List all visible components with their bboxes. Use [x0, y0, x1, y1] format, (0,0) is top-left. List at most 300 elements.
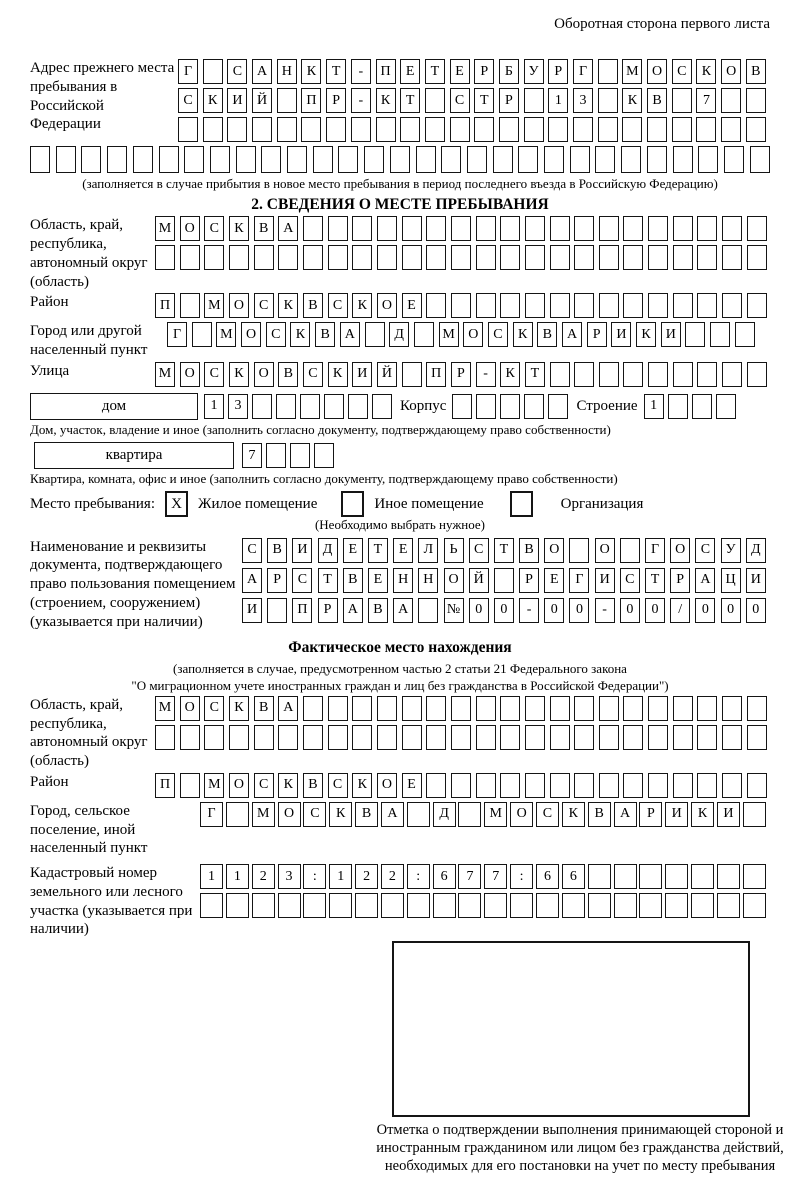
char-cell[interactable] [672, 88, 692, 113]
char-cell[interactable]: К [278, 293, 298, 318]
char-cell[interactable]: П [155, 293, 175, 318]
char-cell[interactable] [433, 893, 456, 918]
char-cell[interactable] [574, 725, 594, 750]
char-cell[interactable]: - [351, 88, 371, 113]
char-cell[interactable] [716, 394, 736, 419]
char-cell[interactable] [548, 394, 568, 419]
char-cell[interactable]: Т [494, 538, 514, 563]
char-cell[interactable]: Н [277, 59, 297, 84]
char-cell[interactable]: 0 [721, 598, 741, 623]
char-cell[interactable] [696, 117, 716, 142]
char-cell[interactable]: В [278, 362, 298, 387]
char-cell[interactable] [665, 864, 688, 889]
char-cell[interactable] [570, 146, 590, 173]
region-row-2[interactable] [155, 245, 767, 270]
char-cell[interactable] [451, 696, 471, 721]
char-cell[interactable] [614, 893, 637, 918]
char-cell[interactable] [599, 245, 619, 270]
char-cell[interactable]: В [315, 322, 335, 347]
char-cell[interactable]: К [622, 88, 642, 113]
char-cell[interactable]: Е [450, 59, 470, 84]
char-cell[interactable]: С [536, 802, 559, 827]
char-cell[interactable]: : [510, 864, 533, 889]
char-cell[interactable] [277, 88, 297, 113]
char-cell[interactable] [474, 117, 494, 142]
char-cell[interactable]: Е [402, 773, 422, 798]
char-cell[interactable]: Г [645, 538, 665, 563]
char-cell[interactable]: В [303, 773, 323, 798]
char-cell[interactable]: 2 [252, 864, 275, 889]
char-cell[interactable] [691, 893, 714, 918]
char-cell[interactable] [525, 293, 545, 318]
char-cell[interactable] [747, 216, 767, 241]
char-cell[interactable]: С [303, 362, 323, 387]
char-cell[interactable] [266, 443, 286, 468]
char-cell[interactable]: 1 [548, 88, 568, 113]
char-cell[interactable] [574, 696, 594, 721]
char-cell[interactable] [721, 117, 741, 142]
char-cell[interactable] [377, 245, 397, 270]
char-cell[interactable]: О [180, 362, 200, 387]
char-cell[interactable]: Т [525, 362, 545, 387]
char-cell[interactable] [180, 773, 200, 798]
char-cell[interactable] [226, 802, 249, 827]
char-cell[interactable]: А [393, 598, 413, 623]
char-cell[interactable] [574, 293, 594, 318]
char-cell[interactable]: О [544, 538, 564, 563]
char-cell[interactable] [301, 117, 321, 142]
char-cell[interactable] [300, 394, 320, 419]
char-cell[interactable] [724, 146, 744, 173]
char-cell[interactable]: - [595, 598, 615, 623]
char-cell[interactable]: Д [318, 538, 338, 563]
char-cell[interactable] [180, 245, 200, 270]
char-cell[interactable] [303, 696, 323, 721]
char-cell[interactable] [717, 893, 740, 918]
char-cell[interactable] [184, 146, 204, 173]
char-cell[interactable] [155, 725, 175, 750]
char-cell[interactable]: А [278, 216, 298, 241]
char-cell[interactable] [414, 322, 434, 347]
char-cell[interactable]: 3 [573, 88, 593, 113]
char-cell[interactable]: Е [544, 568, 564, 593]
char-cell[interactable] [698, 146, 718, 173]
char-cell[interactable] [451, 725, 471, 750]
char-cell[interactable] [476, 245, 496, 270]
char-cell[interactable] [452, 394, 472, 419]
char-cell[interactable] [665, 893, 688, 918]
char-cell[interactable] [402, 216, 422, 241]
char-cell[interactable] [500, 216, 520, 241]
char-cell[interactable] [614, 864, 637, 889]
char-cell[interactable] [458, 802, 481, 827]
char-cell[interactable] [622, 117, 642, 142]
char-cell[interactable] [328, 696, 348, 721]
char-cell[interactable] [418, 598, 438, 623]
char-cell[interactable]: : [407, 864, 430, 889]
char-cell[interactable] [548, 117, 568, 142]
char-cell[interactable] [426, 725, 446, 750]
char-cell[interactable] [390, 146, 410, 173]
char-cell[interactable]: И [292, 538, 312, 563]
char-cell[interactable]: 2 [355, 864, 378, 889]
char-cell[interactable]: Е [368, 568, 388, 593]
char-cell[interactable] [402, 362, 422, 387]
char-cell[interactable] [355, 893, 378, 918]
actual-city-row[interactable] [200, 802, 766, 827]
char-cell[interactable] [210, 146, 230, 173]
char-cell[interactable] [746, 117, 766, 142]
char-cell[interactable] [348, 394, 368, 419]
char-cell[interactable] [226, 893, 249, 918]
char-cell[interactable] [326, 117, 346, 142]
char-cell[interactable]: - [351, 59, 371, 84]
char-cell[interactable]: Й [252, 88, 272, 113]
char-cell[interactable]: Е [400, 59, 420, 84]
char-cell[interactable] [451, 216, 471, 241]
char-cell[interactable] [500, 293, 520, 318]
district-row[interactable] [155, 293, 767, 318]
char-cell[interactable]: Р [499, 88, 519, 113]
char-cell[interactable] [750, 146, 770, 173]
char-cell[interactable]: - [519, 598, 539, 623]
char-cell[interactable] [276, 394, 296, 419]
char-cell[interactable]: Ц [721, 568, 741, 593]
char-cell[interactable] [722, 293, 742, 318]
char-cell[interactable]: Л [418, 538, 438, 563]
korpus-cells[interactable] [452, 394, 568, 419]
char-cell[interactable]: И [611, 322, 631, 347]
char-cell[interactable]: О [229, 293, 249, 318]
char-cell[interactable]: И [242, 598, 262, 623]
char-cell[interactable] [510, 893, 533, 918]
char-cell[interactable]: О [180, 216, 200, 241]
char-cell[interactable]: К [696, 59, 716, 84]
char-cell[interactable] [352, 245, 372, 270]
actual-district-row[interactable] [155, 773, 767, 798]
char-cell[interactable]: 0 [695, 598, 715, 623]
char-cell[interactable]: С [328, 773, 348, 798]
char-cell[interactable] [407, 893, 430, 918]
char-cell[interactable] [673, 146, 693, 173]
char-cell[interactable]: К [691, 802, 714, 827]
char-cell[interactable] [672, 117, 692, 142]
char-cell[interactable] [550, 725, 570, 750]
char-cell[interactable]: А [562, 322, 582, 347]
char-cell[interactable]: И [595, 568, 615, 593]
char-cell[interactable] [351, 117, 371, 142]
char-cell[interactable] [588, 893, 611, 918]
char-cell[interactable] [525, 725, 545, 750]
char-cell[interactable] [710, 322, 730, 347]
char-cell[interactable] [598, 59, 618, 84]
char-cell[interactable]: В [537, 322, 557, 347]
char-cell[interactable]: С [450, 88, 470, 113]
char-cell[interactable]: А [381, 802, 404, 827]
char-cell[interactable] [525, 245, 545, 270]
char-cell[interactable]: В [588, 802, 611, 827]
char-cell[interactable] [747, 245, 767, 270]
char-cell[interactable] [329, 893, 352, 918]
char-cell[interactable] [673, 773, 693, 798]
char-cell[interactable]: 1 [329, 864, 352, 889]
char-cell[interactable]: М [252, 802, 275, 827]
char-cell[interactable]: О [377, 293, 397, 318]
char-cell[interactable]: С [178, 88, 198, 113]
char-cell[interactable] [722, 725, 742, 750]
char-cell[interactable]: О [595, 538, 615, 563]
char-cell[interactable]: Р [639, 802, 662, 827]
char-cell[interactable] [400, 117, 420, 142]
char-cell[interactable] [458, 893, 481, 918]
char-cell[interactable] [574, 773, 594, 798]
char-cell[interactable]: К [352, 293, 372, 318]
char-cell[interactable] [252, 117, 272, 142]
char-cell[interactable] [203, 59, 223, 84]
char-cell[interactable]: Е [402, 293, 422, 318]
char-cell[interactable]: Й [377, 362, 397, 387]
char-cell[interactable]: О [180, 696, 200, 721]
char-cell[interactable] [599, 773, 619, 798]
char-cell[interactable] [30, 146, 50, 173]
char-cell[interactable]: / [670, 598, 690, 623]
char-cell[interactable]: У [721, 538, 741, 563]
char-cell[interactable] [476, 725, 496, 750]
char-cell[interactable]: К [562, 802, 585, 827]
char-cell[interactable]: 1 [204, 394, 224, 419]
char-cell[interactable] [697, 725, 717, 750]
char-cell[interactable]: Д [389, 322, 409, 347]
char-cell[interactable] [722, 696, 742, 721]
char-cell[interactable] [450, 117, 470, 142]
char-cell[interactable] [441, 146, 461, 173]
char-cell[interactable]: О [377, 773, 397, 798]
char-cell[interactable] [328, 216, 348, 241]
char-cell[interactable] [747, 362, 767, 387]
char-cell[interactable] [598, 117, 618, 142]
char-cell[interactable]: А [343, 598, 363, 623]
char-cell[interactable]: Е [393, 538, 413, 563]
char-cell[interactable]: Д [433, 802, 456, 827]
region-row-1[interactable] [155, 216, 767, 241]
char-cell[interactable] [673, 362, 693, 387]
apartment-cells[interactable] [242, 443, 334, 468]
char-cell[interactable]: Т [425, 59, 445, 84]
char-cell[interactable] [377, 725, 397, 750]
char-cell[interactable] [574, 245, 594, 270]
char-cell[interactable] [425, 117, 445, 142]
char-cell[interactable]: 1 [644, 394, 664, 419]
char-cell[interactable]: К [500, 362, 520, 387]
char-cell[interactable]: М [155, 216, 175, 241]
char-cell[interactable] [200, 893, 223, 918]
char-cell[interactable] [524, 88, 544, 113]
char-cell[interactable]: 3 [228, 394, 248, 419]
char-cell[interactable]: К [229, 216, 249, 241]
char-cell[interactable] [372, 394, 392, 419]
char-cell[interactable] [562, 893, 585, 918]
char-cell[interactable] [484, 893, 507, 918]
char-cell[interactable] [324, 394, 344, 419]
char-cell[interactable]: В [343, 568, 363, 593]
char-cell[interactable] [426, 696, 446, 721]
char-cell[interactable]: О [670, 538, 690, 563]
char-cell[interactable]: П [376, 59, 396, 84]
char-cell[interactable] [203, 117, 223, 142]
char-cell[interactable] [500, 773, 520, 798]
char-cell[interactable] [328, 725, 348, 750]
prev-address-row-1[interactable] [178, 59, 766, 84]
char-cell[interactable]: Г [573, 59, 593, 84]
char-cell[interactable] [313, 146, 333, 173]
char-cell[interactable] [673, 725, 693, 750]
char-cell[interactable] [697, 696, 717, 721]
char-cell[interactable] [525, 773, 545, 798]
char-cell[interactable] [178, 117, 198, 142]
char-cell[interactable]: О [241, 322, 261, 347]
char-cell[interactable] [743, 864, 766, 889]
char-cell[interactable] [623, 293, 643, 318]
char-cell[interactable] [648, 773, 668, 798]
char-cell[interactable] [569, 538, 589, 563]
char-cell[interactable] [717, 864, 740, 889]
char-cell[interactable] [451, 773, 471, 798]
char-cell[interactable] [425, 88, 445, 113]
char-cell[interactable]: С [292, 568, 312, 593]
char-cell[interactable]: 0 [746, 598, 766, 623]
char-cell[interactable] [407, 802, 430, 827]
char-cell[interactable] [598, 88, 618, 113]
char-cell[interactable]: И [352, 362, 372, 387]
char-cell[interactable]: К [352, 773, 372, 798]
char-cell[interactable]: П [426, 362, 446, 387]
char-cell[interactable]: 7 [696, 88, 716, 113]
char-cell[interactable]: Г [569, 568, 589, 593]
char-cell[interactable] [550, 773, 570, 798]
char-cell[interactable]: И [746, 568, 766, 593]
char-cell[interactable]: О [721, 59, 741, 84]
cadastral-row-1[interactable] [200, 864, 766, 889]
char-cell[interactable] [303, 245, 323, 270]
char-cell[interactable] [722, 773, 742, 798]
char-cell[interactable] [525, 216, 545, 241]
char-cell[interactable] [493, 146, 513, 173]
char-cell[interactable]: 1 [226, 864, 249, 889]
char-cell[interactable]: К [376, 88, 396, 113]
stay-type-checkbox-other[interactable] [341, 491, 364, 517]
char-cell[interactable] [697, 293, 717, 318]
char-cell[interactable]: Р [670, 568, 690, 593]
char-cell[interactable] [364, 146, 384, 173]
house-number-cells[interactable] [204, 394, 392, 419]
char-cell[interactable]: С [620, 568, 640, 593]
char-cell[interactable] [573, 117, 593, 142]
char-cell[interactable] [204, 725, 224, 750]
char-cell[interactable]: - [476, 362, 496, 387]
char-cell[interactable]: К [301, 59, 321, 84]
char-cell[interactable] [647, 117, 667, 142]
char-cell[interactable]: 0 [645, 598, 665, 623]
char-cell[interactable] [314, 443, 334, 468]
char-cell[interactable]: 6 [433, 864, 456, 889]
char-cell[interactable]: 2 [381, 864, 404, 889]
char-cell[interactable]: 6 [536, 864, 559, 889]
char-cell[interactable] [668, 394, 688, 419]
char-cell[interactable]: А [252, 59, 272, 84]
char-cell[interactable] [278, 725, 298, 750]
char-cell[interactable]: К [328, 362, 348, 387]
char-cell[interactable]: К [278, 773, 298, 798]
char-cell[interactable] [648, 216, 668, 241]
char-cell[interactable] [550, 362, 570, 387]
char-cell[interactable] [691, 864, 714, 889]
char-cell[interactable] [352, 216, 372, 241]
char-cell[interactable] [277, 117, 297, 142]
char-cell[interactable] [180, 725, 200, 750]
char-cell[interactable] [524, 117, 544, 142]
char-cell[interactable] [426, 293, 446, 318]
document-row-1[interactable] [242, 538, 766, 563]
char-cell[interactable] [673, 696, 693, 721]
char-cell[interactable]: Д [746, 538, 766, 563]
char-cell[interactable] [544, 146, 564, 173]
char-cell[interactable] [81, 146, 101, 173]
char-cell[interactable] [620, 538, 640, 563]
char-cell[interactable]: И [717, 802, 740, 827]
char-cell[interactable]: И [661, 322, 681, 347]
char-cell[interactable]: В [254, 216, 274, 241]
char-cell[interactable] [550, 696, 570, 721]
char-cell[interactable] [574, 362, 594, 387]
char-cell[interactable] [476, 216, 496, 241]
char-cell[interactable]: Т [326, 59, 346, 84]
char-cell[interactable] [476, 394, 496, 419]
char-cell[interactable] [721, 88, 741, 113]
char-cell[interactable]: М [484, 802, 507, 827]
char-cell[interactable] [352, 725, 372, 750]
char-cell[interactable]: М [216, 322, 236, 347]
char-cell[interactable] [648, 696, 668, 721]
char-cell[interactable] [525, 696, 545, 721]
char-cell[interactable] [685, 322, 705, 347]
stay-type-checkbox-residential[interactable]: X [165, 491, 188, 517]
char-cell[interactable]: Р [587, 322, 607, 347]
char-cell[interactable] [402, 725, 422, 750]
char-cell[interactable]: Р [519, 568, 539, 593]
char-cell[interactable] [252, 893, 275, 918]
char-cell[interactable] [56, 146, 76, 173]
char-cell[interactable] [133, 146, 153, 173]
char-cell[interactable] [416, 146, 436, 173]
char-cell[interactable]: С [254, 773, 274, 798]
char-cell[interactable]: Р [318, 598, 338, 623]
char-cell[interactable] [746, 88, 766, 113]
prev-address-row-3[interactable] [178, 117, 766, 142]
char-cell[interactable]: М [155, 696, 175, 721]
char-cell[interactable] [236, 146, 256, 173]
char-cell[interactable] [599, 216, 619, 241]
char-cell[interactable] [673, 245, 693, 270]
char-cell[interactable]: Т [474, 88, 494, 113]
char-cell[interactable] [673, 293, 693, 318]
char-cell[interactable] [352, 696, 372, 721]
char-cell[interactable] [623, 362, 643, 387]
char-cell[interactable]: 6 [562, 864, 585, 889]
char-cell[interactable]: С [204, 216, 224, 241]
char-cell[interactable]: О [254, 362, 274, 387]
char-cell[interactable]: С [328, 293, 348, 318]
char-cell[interactable] [229, 725, 249, 750]
